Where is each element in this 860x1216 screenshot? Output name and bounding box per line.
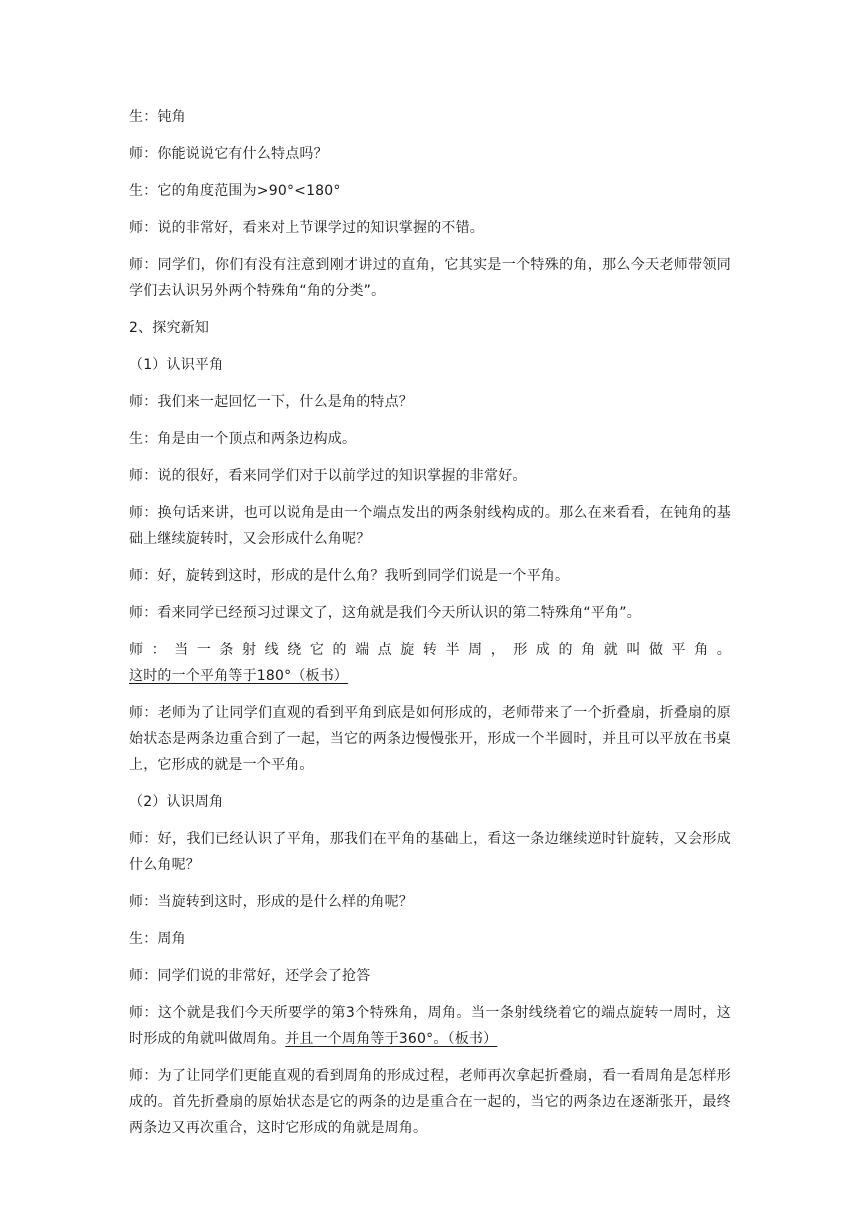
straight-angle-board-note: 这时的一个平角等于180°（板书）: [129, 668, 349, 684]
section-heading-explore: 2、探究新知: [129, 320, 210, 336]
paragraph-folding-fan-full: 师：为了让同学们更能直观的看到周角的形成过程，老师再次拿起折叠扇，看一看周角是怎样形成的。首先折叠扇的原始状态是它的两条的边是重合在一起的，当它的两条边在逐渐张开，最终两条边又再次重合，这时它形成的角就是周角。: [129, 1068, 731, 1136]
paragraph-teacher-intro: 师：同学们，你们有没有注意到刚才讲过的直角，它其实是一个特殊的角，那么今天老师带领同学们去认识另外两个特殊角“角的分类”。: [129, 257, 731, 299]
paragraph-folding-fan-straight: 师：老师为了让同学们直观的看到平角到底是如何形成的，老师带来了一个折叠扇，折叠扇的原始状态是两条边重合到了一起，当它的两条边慢慢张开，形成一个半圆时，并且可以平放在书桌上，它形成的就是一个平角。: [129, 705, 731, 773]
document-body: [129, 104, 731, 1152]
paragraph-teacher-recall: 师：我们来一起回忆一下，什么是角的特点？: [129, 394, 413, 410]
paragraph-teacher-praise: 师：说的非常好，看来对上节课学过的知识掌握的不错。: [129, 220, 484, 236]
straight-angle-definition-text: 师：当一条射线绕它的端点旋转半周，形成的角就叫做平角。: [129, 642, 731, 658]
paragraph-straight-angle-definition: [129, 637, 731, 689]
full-angle-board-note: 并且一个周角等于360°。（板书）: [285, 1031, 498, 1047]
paragraph-teacher-rotate: 师：好，旋转到这时，形成的是什么角？我听到同学们说是一个平角。: [129, 568, 570, 584]
paragraph-teacher-continue-rotate: 师：好，我们已经认识了平角，那我们在平角的基础上，看这一条边继续逆时针旋转，又会形成什么角呢？: [129, 831, 731, 873]
subsection-heading-full-angle: （2）认识周角: [129, 794, 224, 810]
paragraph-teacher-rays: 师：换句话来讲，也可以说角是由一个端点发出的两条射线构成的。那么在来看看，在钝角的基础上继续旋转时，又会形成什么角呢？: [129, 505, 731, 547]
paragraph-full-angle-definition: [129, 1000, 731, 1052]
paragraph-teacher-preview: 师：看来同学已经预习过课文了，这角就是我们今天所认识的第二特殊角“平角”。: [129, 605, 641, 621]
paragraph-teacher-what-angle: 师：当旋转到这时，形成的是什么样的角呢？: [129, 894, 413, 910]
paragraph-teacher-quick-answer: 师：同学们说的非常好，还学会了抢答: [129, 968, 371, 984]
paragraph-student-range: 生：它的角度范围为>90°<180°: [129, 183, 341, 199]
paragraph-student-angle-def: 生：角是由一个顶点和两条边构成。: [129, 431, 357, 447]
subsection-heading-straight-angle: （1）认识平角: [129, 357, 224, 373]
paragraph-teacher-good: 师：说的很好，看来同学们对于以前学过的知识掌握的非常好。: [129, 468, 527, 484]
paragraph-teacher-ask-feature: 师：你能说说它有什么特点吗？: [129, 146, 328, 162]
paragraph-student-obtuse: 生：钝角: [129, 109, 186, 125]
paragraph-student-full-angle: 生：周角: [129, 931, 186, 947]
full-angle-definition-text: 师：这个就是我们今天所要学的第3个特殊角，周角。当一条射线绕着它的端点旋转一周时，这时形成的角就叫做周角。: [129, 1005, 731, 1047]
